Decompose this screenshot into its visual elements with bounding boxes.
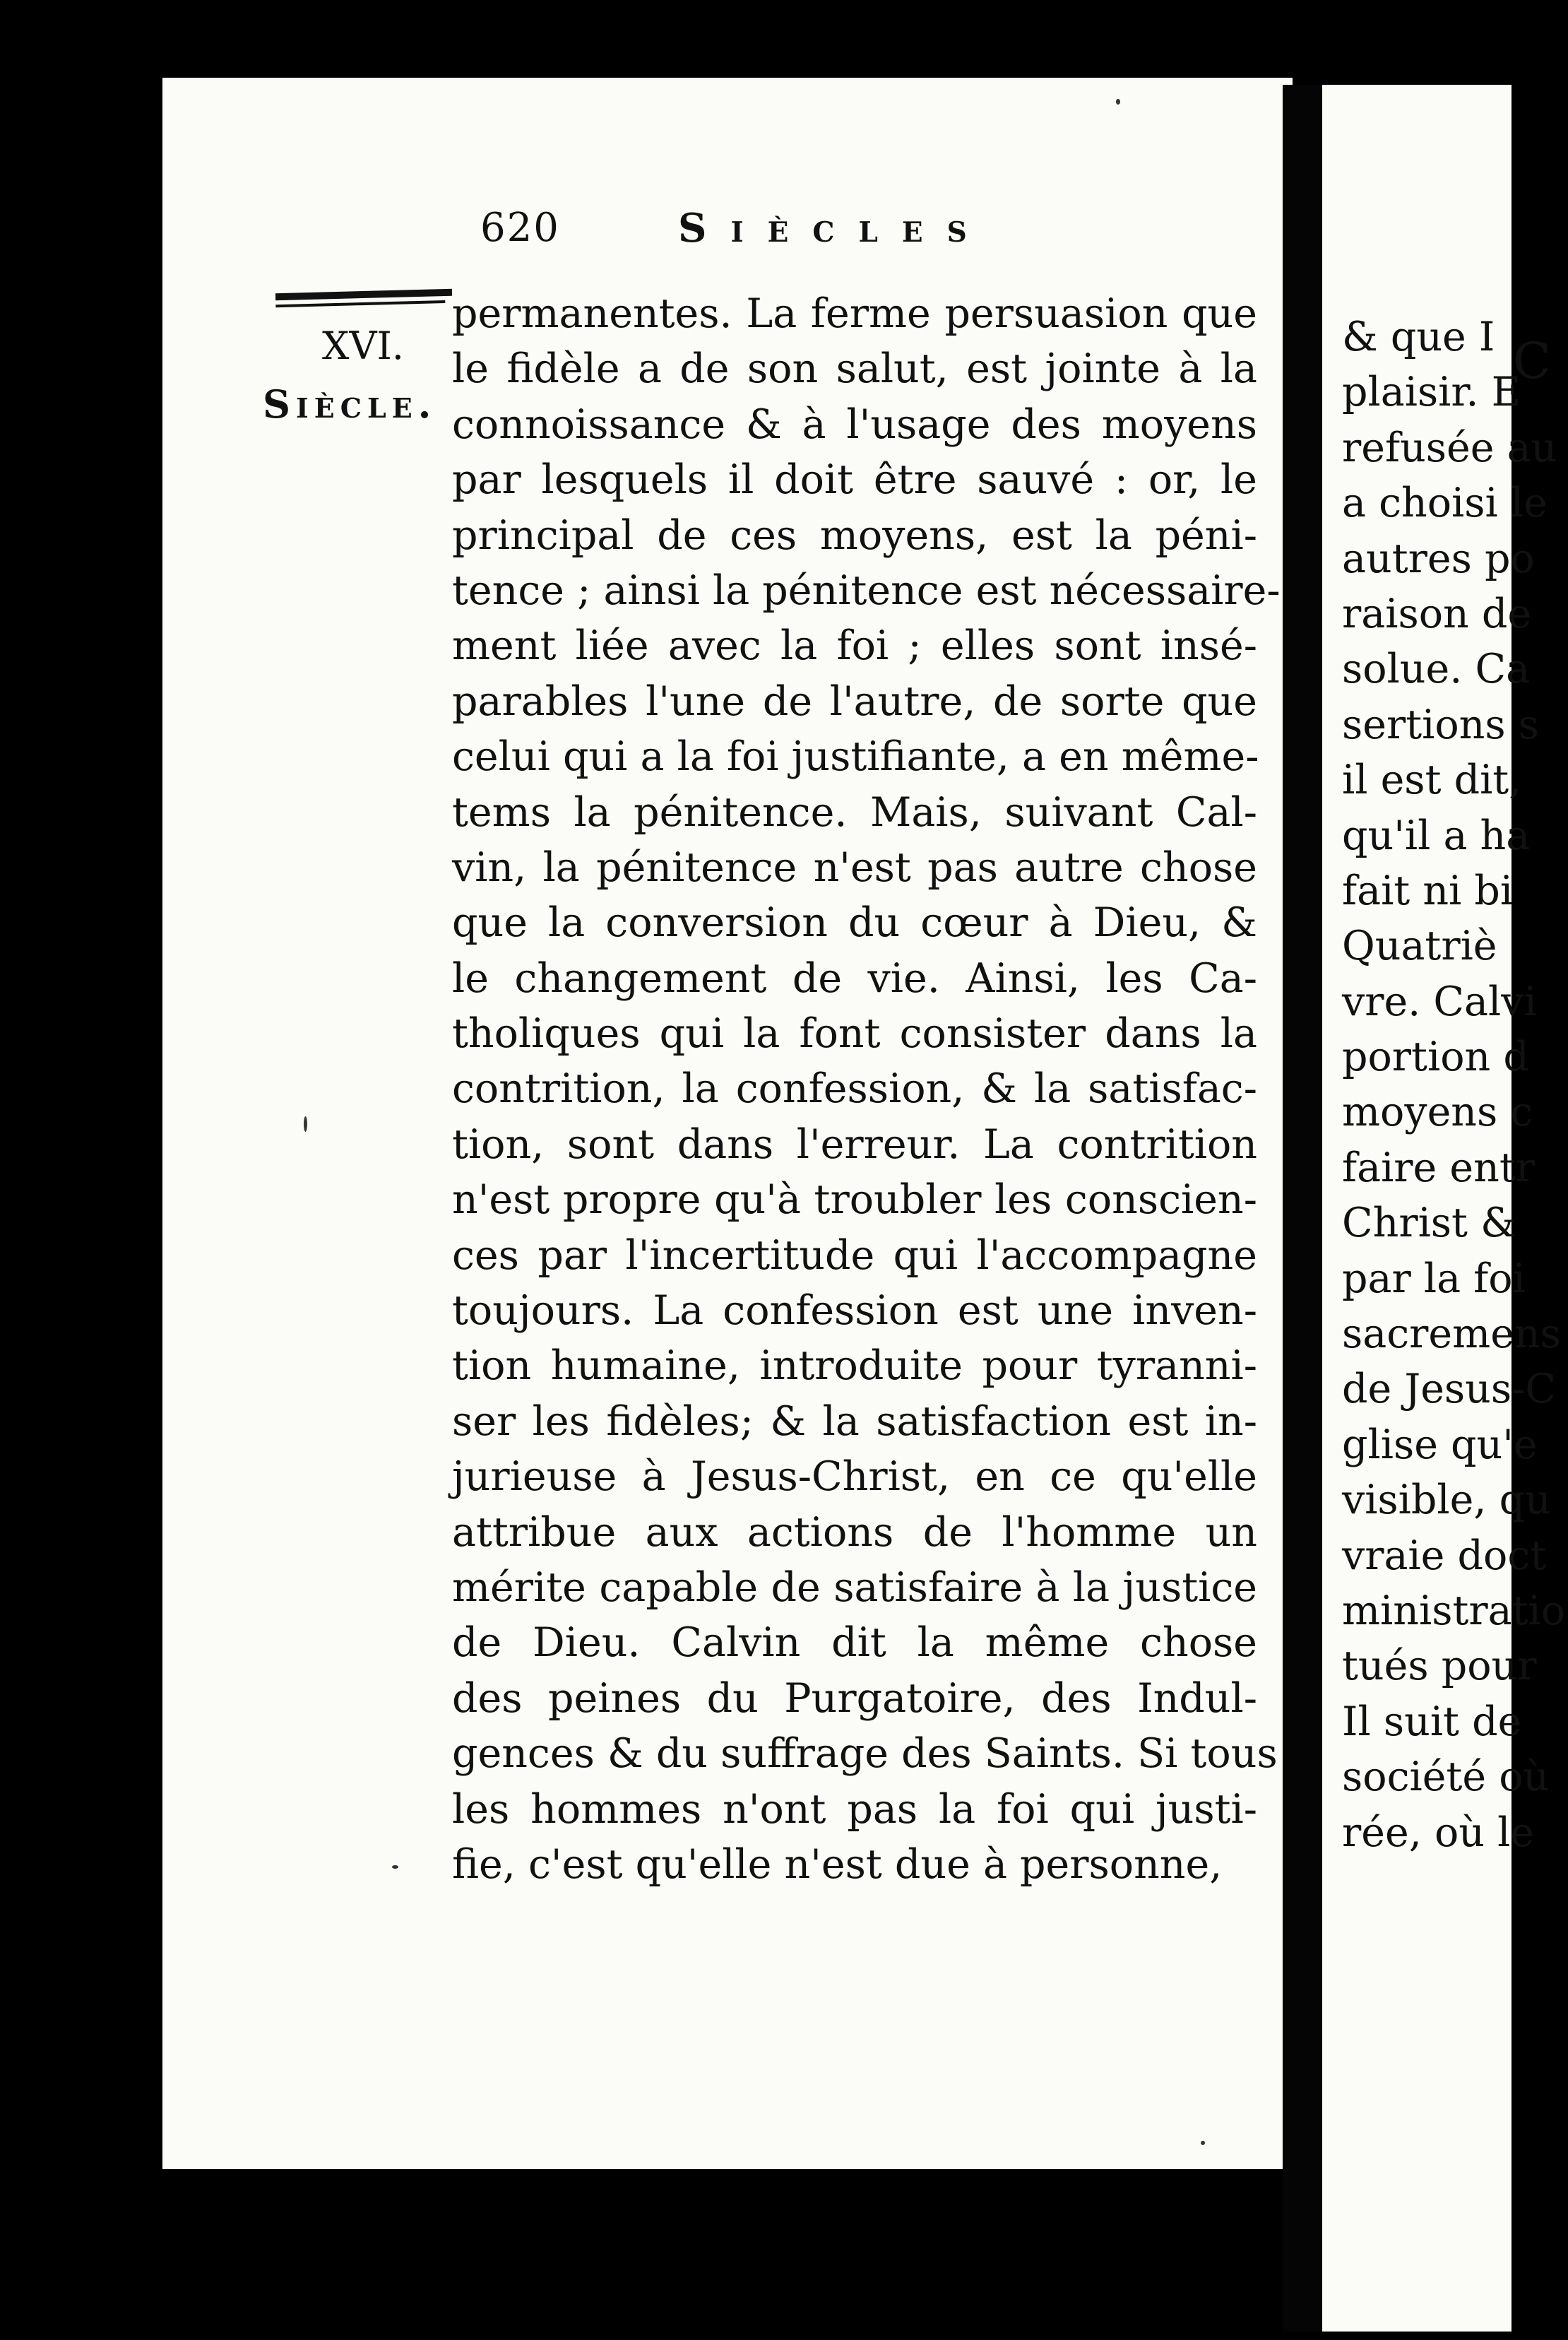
text-line: tion humaine, introduite pour tyranni- xyxy=(452,1342,1257,1390)
right-page-header-fragment: C xyxy=(1513,332,1551,390)
text-line: mérite capable de satisfaire à la justice xyxy=(452,1564,1257,1611)
right-text-line: moyens c xyxy=(1342,1089,1533,1136)
right-text-line: portion d xyxy=(1342,1034,1529,1081)
text-line: principal de ces moyens, est la péni- xyxy=(452,512,1257,559)
text-line: tholiques qui la font consister dans la xyxy=(452,1010,1257,1058)
right-text-line: visible, qu xyxy=(1342,1477,1551,1524)
right-text-line: fait ni bi xyxy=(1342,867,1514,914)
right-text-line: raison de xyxy=(1342,590,1532,637)
ink-speck xyxy=(304,1116,307,1132)
right-page xyxy=(1283,85,1566,2332)
text-line: ment liée avec la foi ; elles sont insé- xyxy=(452,622,1257,670)
text-line: fie, c'est qu'elle n'est due à personne, xyxy=(452,1840,1223,1888)
page-header xyxy=(480,205,1257,268)
text-line: tems la pénitence. Mais, suivant Cal- xyxy=(452,788,1257,836)
right-text-line: il est dit, xyxy=(1342,757,1522,804)
right-text-line: solue. Ca xyxy=(1342,646,1531,693)
ink-speck xyxy=(1116,99,1120,105)
text-line: tence ; ainsi la pénitence est nécessaire- xyxy=(452,567,1281,614)
right-text-line: a choisi le xyxy=(1342,480,1548,527)
right-text-line: sacremens xyxy=(1342,1311,1561,1358)
text-line: parables l'une de l'autre, de sorte que xyxy=(452,678,1257,725)
right-text-line: par la foi xyxy=(1342,1255,1526,1302)
text-line: que la conversion du cœur à Dieu, & xyxy=(452,899,1257,947)
text-line: vin, la pénitence n'est pas autre chose xyxy=(452,844,1257,891)
right-text-line: Il suit de xyxy=(1342,1698,1522,1745)
text-line: des peines du Purgatoire, des Indul- xyxy=(452,1674,1257,1722)
text-line: gences & du suffrage des Saints. Si tous xyxy=(452,1730,1278,1778)
text-line: celui qui a la foi justifiante, a en même- xyxy=(452,733,1259,781)
text-line: le changement de vie. Ainsi, les Ca- xyxy=(452,955,1257,1002)
page-number: 620 xyxy=(480,205,560,251)
text-line: n'est propre qu'à troubler les conscien- xyxy=(452,1176,1257,1224)
margin-note-century: XVI. xyxy=(322,324,404,368)
ink-speck xyxy=(1201,2141,1205,2145)
right-text-line: plaisir. E xyxy=(1342,369,1521,416)
text-line: ces par l'incertitude qui l'accompagne xyxy=(452,1231,1257,1279)
text-line: le fidèle a de son salut, est jointe à la xyxy=(452,345,1257,393)
right-text-line: qu'il a ha xyxy=(1342,812,1531,859)
text-line: de Dieu. Calvin dit la même chose xyxy=(452,1619,1257,1667)
text-line: ser les fidèles; & la satisfaction est in- xyxy=(452,1398,1257,1445)
right-text-line: glise qu'e xyxy=(1342,1421,1538,1468)
right-text-line: Quatriè xyxy=(1342,923,1497,970)
text-line: connoissance & à l'usage des moyens xyxy=(452,401,1257,448)
right-text-line: ministratio xyxy=(1342,1587,1566,1634)
right-text-line: autres po xyxy=(1342,535,1535,582)
text-line: contrition, la confession, & la satisfac- xyxy=(452,1065,1257,1113)
text-line: les hommes n'ont pas la foi qui justi- xyxy=(452,1785,1257,1833)
right-text-line: Christ & xyxy=(1342,1200,1516,1247)
text-line: toujours. La confession est une inven- xyxy=(452,1287,1257,1335)
right-text-line: sertions s xyxy=(1342,701,1540,748)
right-text-line: refusée au xyxy=(1342,424,1557,471)
right-text-line: société où xyxy=(1342,1754,1550,1801)
right-text-line: vre. Calvi xyxy=(1342,978,1537,1025)
right-text-line: tués pour xyxy=(1342,1643,1537,1690)
running-head: Siècles xyxy=(678,205,991,252)
right-text-line: & que I xyxy=(1342,314,1495,360)
right-text-line: vraie doct xyxy=(1342,1532,1547,1579)
body-text xyxy=(452,286,1281,1892)
text-line: attribue aux actions de l'homme un xyxy=(452,1508,1257,1556)
right-text-line: rée, où le xyxy=(1342,1809,1535,1856)
text-line: par lesquels il doit être sauvé : or, le xyxy=(452,456,1257,504)
text-line: tion, sont dans l'erreur. La contrition xyxy=(452,1121,1257,1168)
right-text-line: de Jesus-C xyxy=(1342,1366,1557,1413)
right-text-line: faire entr xyxy=(1342,1144,1536,1191)
margin-note-siecle: Siècle. xyxy=(263,382,437,427)
right-page-text xyxy=(1342,309,1568,1860)
text-line: jurieuse à Jesus-Christ, en ce qu'elle xyxy=(452,1453,1257,1501)
text-line: permanentes. La ferme persuasion que xyxy=(452,290,1257,337)
ink-speck xyxy=(392,1865,398,1869)
